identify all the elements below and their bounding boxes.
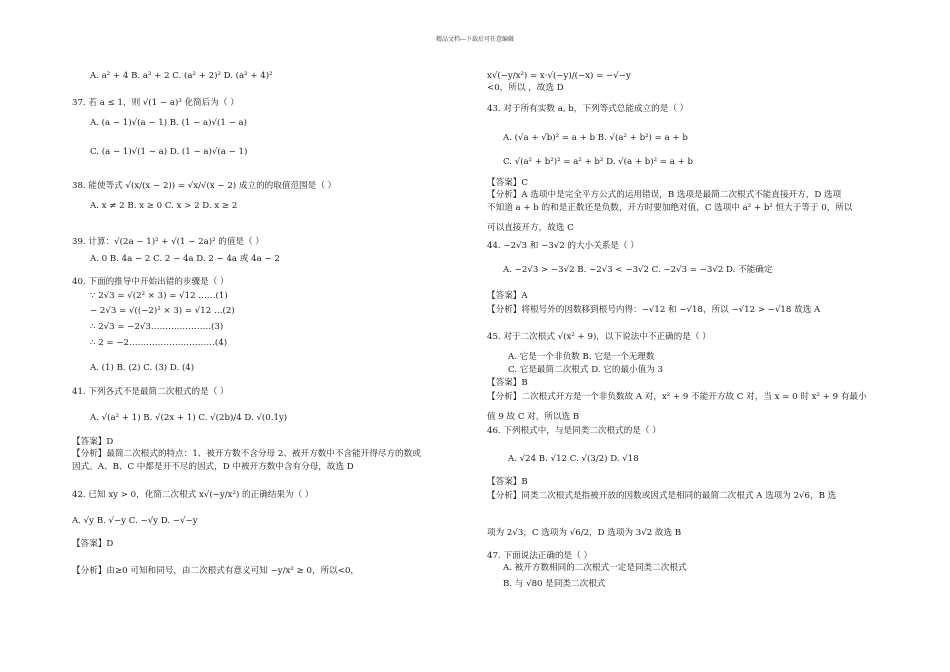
right-line-23: 【分析】同类二次根式是指被开放的因数或因式是相同的最简二次根式 A 选项为 2√6，B 选 [487,491,837,501]
left-line-6: A. x ≠ 2 B. x ≥ 0 C. x > 2 D. x ≥ 2 [90,201,238,211]
left-line-17: 【答案】D [72,437,114,447]
right-line-25: 47. 下面说法正确的是（ ） [487,551,593,561]
right-line-7: 【分析】A 选项中是完全平方公式的运用错误，B 选项是最简二次根式不能直接开方，D 选项 [487,190,842,200]
right-line-16: C. 它是最简二次根式 D. 它的最小值为 3 [508,365,664,375]
right-line-24: 项为 2√3，C 选项为 √6/2，D 选项为 3√2 故选 B [487,528,682,538]
right-line-8: 不知道 a + b 的和是正数还是负数，开方时要加绝对值，C 选项中 a² + b² 恒大于等于 0，所以 [487,203,853,213]
left-line-10: ∵ 2√3 = √(2² × 3) = √12 ……(1) [90,291,228,301]
left-line-22: 【答案】D [72,539,114,549]
left-line-13: ∴ 2 = −2…………………………(4) [90,338,228,348]
right-line-15: A. 它是一个非负数 B. 它是一个无理数 [508,352,655,362]
right-line-20: 46. 下列根式中，与是同类二次根式的是（ ） [487,426,661,436]
right-line-13: 【分析】将根号外的因数移到根号内得：−√12 和 −√18，所以 −√12 > −√18 故选 A [487,305,821,315]
left-line-4: C. (a − 1)√(1 − a) D. (1 − a)√(a − 1) [90,147,248,157]
left-line-14: A. (1) B. (2) C. (3) D. (4) [90,363,195,373]
left-line-16: A. √(a² + 1) B. √(2x + 1) C. √(2b)/4 D. √(0.1y) [90,413,288,423]
left-line-11: − 2√3 = √((−2)² × 3) = √12 …(2) [90,306,235,316]
right-line-22: 【答案】B [487,477,528,487]
left-line-23: 【分析】由≥0 可知和同号，由二次根式有意义可知 −y/x² ≥ 0，所以<0， [72,566,360,576]
right-line-21: A. √24 B. √12 C. √(3/2) D. √18 [508,454,639,464]
left-line-12: ∴ 2√3 = −2√3…………………(3) [90,322,224,332]
right-line-6: 【答案】C [487,178,528,188]
left-line-19: 因式。A、B、C 中都是开不尽的因式，D 中被开方数中含有分母，故选 D [72,462,354,472]
right-line-10: 44. −2√3 和 −3√2 的大小关系是（ ） [487,241,639,251]
left-line-1: A. a² + 4 B. a² + 2 C. (a² + 2)² D. (a² + 4)² [90,71,273,81]
right-line-5: C. √(a² + b²)² = a² + b² D. √(a + b)² = a + b [503,157,694,167]
right-line-14: 45. 对于二次根式 √(x² + 9)，以下说法中不正确的是（ ） [487,332,711,342]
left-line-3: A. (a − 1)√(a − 1) B. (1 − a)√(1 − a) [90,118,247,128]
left-line-2: 37. 若 a ≤ 1，则 √(1 − a)³ 化简后为（ ） [72,98,239,108]
right-line-11: A. −2√3 > −3√2 B. −2√3 < −3√2 C. −2√3 = −3√2 D. 不能确定 [503,265,773,275]
right-line-18: 【分析】二次根式开方是一个非负数故 A 对，x² + 9 不能开方故 C 对，当 x = 0 时 x² + 9 有最小 [487,392,867,402]
right-line-2: <0，所以 ，故选 D [487,83,564,93]
left-line-15: 41. 下列各式不是最简二次根式的是（ ） [72,387,229,397]
left-line-7: 39. 计算：√(2a − 1)² + √(1 − 2a)² 的值是（ ） [72,237,264,247]
right-line-4: A. (√a + √b)² = a + b B. √(a² + b²) = a + b [503,133,688,143]
left-line-20: 42. 已知 xy > 0，化简二次根式 x√(−y/x²) 的正确结果为（ ） [72,490,314,500]
page-header: 精品文档---下载后可任意编辑 [435,36,515,43]
right-line-26: A. 被开方数相同的二次根式一定是同类二次根式 [503,563,687,573]
left-line-21: A. √y B. √−y C. −√y D. −√−y [72,516,198,526]
left-line-5: 38. 能使等式 √(x/(x − 2)) = √x/√(x − 2) 成立的的取值范围是（ ） [72,181,337,191]
left-line-9: 40. 下面的推导中开始出错的步骤是（ ） [72,277,229,287]
left-line-18: 【分析】最简二次根式的特点：1、被开方数不含分母 2、被开方数中不含能开得尽方的数或 [72,449,421,459]
right-line-17: 【答案】B [487,378,528,388]
right-line-3: 43. 对于所有实数 a, b，下列等式总能成立的是（ ） [487,104,689,114]
right-line-9: 可以直接开方，故选 C [487,223,574,233]
right-line-27: B. 与 √80 是同类二次根式 [503,579,606,589]
right-line-1: x√(−y/x²) = x·√(−y)/(−x) = −√−y [487,71,631,81]
left-line-8: A. 0 B. 4a − 2 C. 2 − 4a D. 2 − 4a 或 4a − 2 [90,254,280,264]
right-line-12: 【答案】A [487,291,528,301]
right-line-19: 值 9 故 C 对，所以选 B [487,412,580,422]
